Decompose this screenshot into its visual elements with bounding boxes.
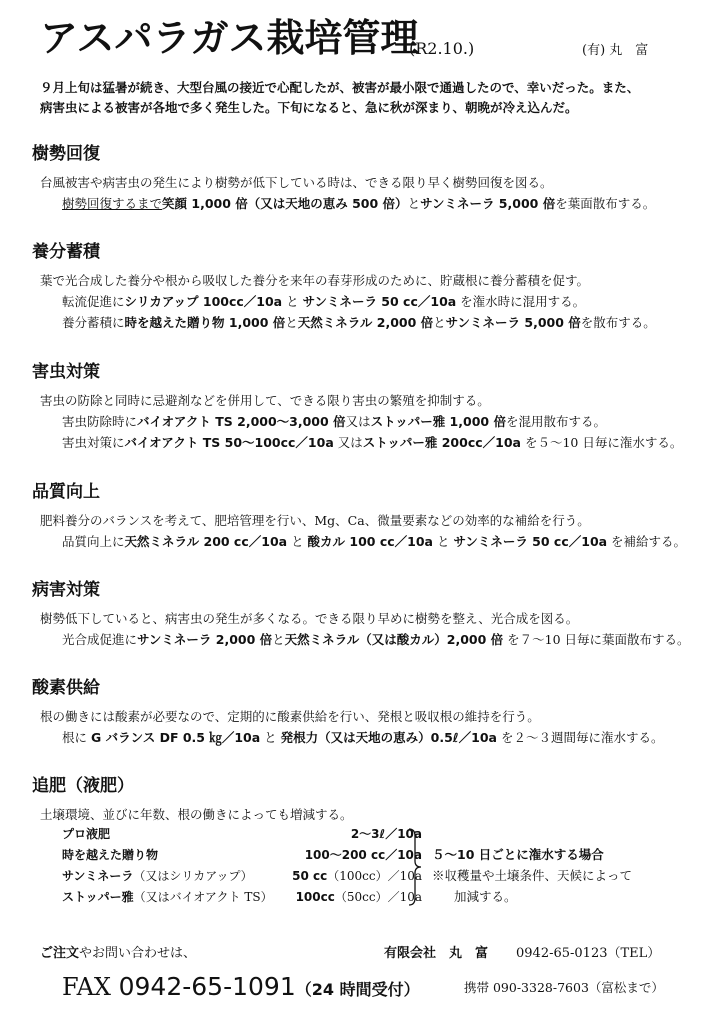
section-instruction xyxy=(32,531,712,552)
inquiry-text xyxy=(40,944,196,964)
connector-text: と xyxy=(282,294,303,309)
instruction-start: 転流促進に xyxy=(62,294,125,309)
fax-label: FAX xyxy=(62,973,119,1001)
section-title: 病害対策 xyxy=(32,580,100,600)
section-instruction xyxy=(32,432,712,453)
fertilizer-qty-text: 2～3ℓ／10a xyxy=(350,827,422,841)
fertilizer-row xyxy=(62,866,422,886)
connector-text: 又は xyxy=(333,435,363,450)
connector-text: と xyxy=(285,315,298,330)
section-text: 害虫の防除と同時に忌避剤などを併用して、できる限り害虫の繁殖を抑制する。 xyxy=(40,393,490,408)
footer-company: 有限会社 丸 富 xyxy=(384,946,489,961)
footer-contact xyxy=(40,944,700,966)
section-instruction xyxy=(32,312,712,333)
product-dose: サンミネーラ 50 cc／10a xyxy=(302,294,457,309)
instruction-start: 品質向上に xyxy=(62,534,125,549)
instruction-start: 養分蓄積に xyxy=(62,315,125,330)
company-name: (有) 丸 富 xyxy=(582,43,649,58)
product-dose: 天然ミネラル 200 cc／10a xyxy=(124,534,288,549)
fertilizer-name-text: サンミネーラ xyxy=(62,869,134,883)
product-dose: ストッパー雅 200cc／10a xyxy=(362,435,521,450)
adjust-note: ※収穫量や土壌条件、天候によって xyxy=(432,868,633,883)
mobile-number: 携帯 090-3328-7603（富松まで） xyxy=(464,980,664,995)
section-instruction xyxy=(32,193,712,214)
product-dose: シリカアップ 100cc／10a xyxy=(124,294,283,309)
section-quality-improvement xyxy=(32,480,712,552)
section-instruction xyxy=(32,411,712,432)
section-nutrient-storage xyxy=(32,240,712,333)
footer-fax xyxy=(62,970,702,1006)
connector-text: と xyxy=(272,632,285,647)
fertilizer-name xyxy=(62,824,110,844)
intro-line: 病害虫による被害が各地で多く発生した。下旬になると、急に秋が深まり、朝晩が冷え込んだ。 xyxy=(40,100,578,115)
fertilizer-qty xyxy=(292,866,422,886)
section-title: 養分蓄積 xyxy=(32,242,100,262)
product-dose: 発根力（又は天地の恵み）0.5ℓ／10a xyxy=(280,730,497,745)
tel-number: 0942‐65‐0123（TEL） xyxy=(516,946,661,961)
section-title: 品質向上 xyxy=(32,482,100,502)
section-instruction xyxy=(32,629,712,650)
section-disease-control xyxy=(32,578,712,650)
fertilizer-qty-text: 100～200 cc／10a xyxy=(304,848,422,862)
fertilizer-name-text: 時を越えた贈り物 xyxy=(62,848,159,862)
fertilizer-table xyxy=(62,824,702,908)
product-dose: 天然ミネラル 2,000 倍 xyxy=(297,315,434,330)
product-dose: 酸カル 100 cc／10a xyxy=(307,534,433,549)
intro-line: ９月上旬は猛暑が続き、大型台風の接近で心配したが、被害が最小限で通過したので、幸いだった。また、 xyxy=(40,80,640,95)
fertilizer-qty-alt: （100cc）／10a xyxy=(327,869,422,883)
inquiry-rest: やお問い合わせは、 xyxy=(79,946,197,961)
product-dose: サンミネーラ 5,000 倍 xyxy=(445,315,581,330)
instruction-end: を補給する。 xyxy=(607,534,687,549)
connector-text: と xyxy=(407,196,421,211)
fertilizer-name xyxy=(62,887,273,907)
instruction-start: 害虫防除時に xyxy=(62,414,138,429)
fertilizer-row xyxy=(62,887,422,907)
adjust-note: 加減する。 xyxy=(454,889,517,904)
section-instruction xyxy=(32,727,712,748)
connector-text: と xyxy=(287,534,308,549)
fax-line xyxy=(62,970,420,1007)
instruction-start: 害虫対策に xyxy=(62,435,125,450)
fertilizer-name-text: プロ液肥 xyxy=(62,827,111,841)
right-brace-icon xyxy=(406,828,424,906)
intro-text xyxy=(40,78,704,118)
interval-note: ５～10 日ごとに潅水する場合 xyxy=(432,847,604,862)
fertilizer-name-text: ストッパー雅 xyxy=(62,890,134,904)
section-pest-control xyxy=(32,360,712,453)
section-title: 樹勢回復 xyxy=(32,144,100,164)
section-tree-vigor xyxy=(32,142,712,214)
issue-date: (R2.10.) xyxy=(409,39,475,58)
section-text: 肥料養分のバランスを考えて、肥培管理を行い、Mg、Ca、微量要素などの効率的な補給を行う。 xyxy=(40,513,590,528)
section-top-dressing xyxy=(32,774,712,825)
product-dose: 天然ミネラル（又は酸カル）2,000 倍 xyxy=(284,632,504,647)
product-dose: G バランス DF 0.5 ㎏／10a xyxy=(90,730,261,745)
product-dose: バイオアクト TS 2,000～3,000 倍 xyxy=(137,414,346,429)
product-dose: 笑顔 1,000 倍（又は天地の恵み 500 倍） xyxy=(162,196,408,211)
instruction-end: を２～３週間毎に潅水する。 xyxy=(497,730,664,745)
instruction-end: を散布する。 xyxy=(580,315,656,330)
fertilizer-name xyxy=(62,866,253,886)
instruction-start: 根に xyxy=(62,730,91,745)
fax-hours: （24 時間受付） xyxy=(295,980,420,999)
product-dose: サンミネーラ 5,000 倍 xyxy=(420,196,556,211)
instruction-end: を混用散布する。 xyxy=(505,414,606,429)
instruction-end: を潅水時に混用する。 xyxy=(456,294,586,309)
section-instruction xyxy=(32,291,712,312)
fertilizer-row xyxy=(62,824,422,844)
fertilizer-qty xyxy=(296,887,422,907)
fertilizer-alt: （又はシリカアップ） xyxy=(133,869,253,883)
section-text: 樹勢低下していると、病害虫の発生が多くなる。できる限り早めに樹勢を整え、光合成を図る。 xyxy=(40,611,579,626)
section-text: 土壌環境、並びに年数、根の働きによっても増減する。 xyxy=(40,807,353,822)
section-text: 葉で光合成した養分や根から吸収した養分を来年の春芽形成のために、貯蔵根に養分蓄積を促す。 xyxy=(40,273,590,288)
instruction-end: を５～10 日毎に潅水する。 xyxy=(520,435,683,450)
connector-text: と xyxy=(433,315,446,330)
instruction-end: を７～10 日毎に葉面散布する。 xyxy=(503,632,690,647)
page-title: アスパラガス栽培管理 xyxy=(40,16,419,60)
product-dose: 時を越えた贈り物 1,000 倍 xyxy=(124,315,286,330)
section-title: 酸素供給 xyxy=(32,678,100,698)
connector-text: と xyxy=(433,534,454,549)
product-dose: サンミネーラ 2,000 倍 xyxy=(137,632,273,647)
underlined-text: 樹勢回復するまで xyxy=(62,196,163,211)
fertilizer-qty-text: 100cc xyxy=(295,890,335,904)
product-dose: サンミネーラ 50 cc／10a xyxy=(453,534,608,549)
fertilizer-row xyxy=(62,845,422,865)
header xyxy=(0,0,724,76)
product-dose: バイオアクト TS 50～100cc／10a xyxy=(124,435,334,450)
fax-number: 0942-65-1091 xyxy=(118,972,296,1001)
product-dose: ストッパー雅 1,000 倍 xyxy=(370,414,506,429)
connector-text: と xyxy=(260,730,281,745)
fertilizer-alt: （又はバイオアクト TS） xyxy=(133,890,273,904)
section-oxygen-supply xyxy=(32,676,712,748)
section-text: 台風被害や病害虫の発生により樹勢が低下している時は、できる限り早く樹勢回復を図る。 xyxy=(40,175,553,190)
fertilizer-qty xyxy=(305,845,422,865)
connector-text: 又は xyxy=(345,414,371,429)
instruction-end: を葉面散布する。 xyxy=(555,196,656,211)
inquiry-bold: ご注文 xyxy=(40,946,80,961)
fertilizer-qty-alt: （50cc）／10a xyxy=(334,890,422,904)
instruction-start: 光合成促進に xyxy=(62,632,138,647)
section-title: 害虫対策 xyxy=(32,362,100,382)
section-text: 根の働きには酸素が必要なので、定期的に酸素供給を行い、発根と吸収根の維持を行う。 xyxy=(40,709,540,724)
section-title: 追肥（液肥） xyxy=(32,776,134,796)
fertilizer-name xyxy=(62,845,158,865)
fertilizer-qty-text: 50 cc xyxy=(292,869,328,883)
